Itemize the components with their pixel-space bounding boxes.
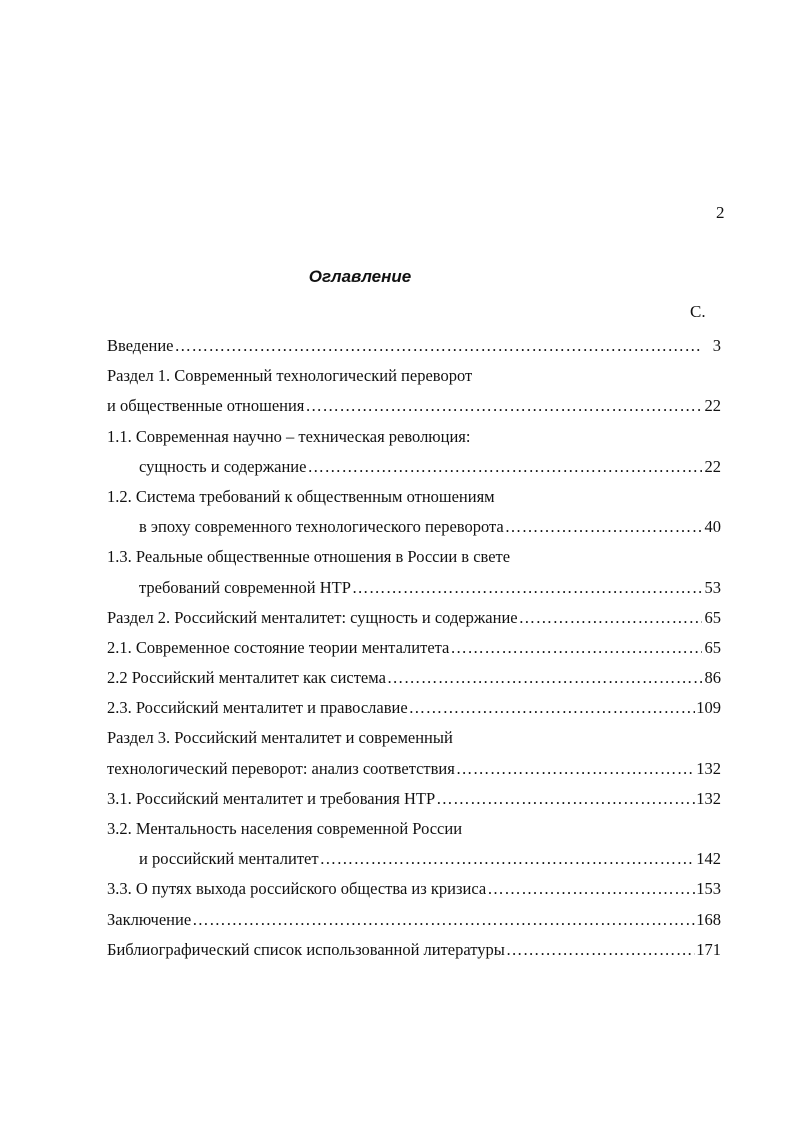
toc-entry-title: Заключение bbox=[107, 909, 192, 929]
toc-dot-leader bbox=[506, 935, 695, 965]
toc-entry-page: 22 bbox=[704, 396, 721, 416]
toc-dot-leader bbox=[352, 573, 702, 603]
toc-dot-leader bbox=[505, 512, 702, 542]
toc-entry-page: 132 bbox=[696, 788, 721, 808]
toc-entry bbox=[107, 573, 721, 603]
toc-entry bbox=[107, 331, 721, 361]
toc-heading: Оглавление bbox=[308, 267, 412, 286]
toc-entry-title: требований современной НТР bbox=[139, 577, 351, 597]
toc-entry-title: 2.3. Российский менталитет и православие bbox=[107, 698, 408, 718]
toc-entry-page: 86 bbox=[704, 668, 721, 688]
toc-entry-title: 1.1. Современная научно – техническая революция: bbox=[107, 426, 471, 446]
toc-entry-title: и российский менталитет bbox=[139, 849, 319, 869]
toc-entry-page: 171 bbox=[696, 939, 721, 959]
table-of-contents bbox=[107, 331, 721, 965]
toc-entry bbox=[107, 391, 721, 421]
toc-entry bbox=[107, 754, 721, 784]
toc-entry-title: в эпоху современного технологического переворота bbox=[139, 517, 504, 537]
toc-entry bbox=[107, 935, 721, 965]
toc-entry-title: 3.2. Ментальность населения современной России bbox=[107, 819, 463, 838]
toc-entry bbox=[107, 482, 721, 512]
toc-entry-page: 53 bbox=[704, 577, 721, 597]
toc-entry-page: 65 bbox=[704, 607, 721, 627]
toc-entry bbox=[107, 512, 721, 542]
toc-entry bbox=[107, 784, 721, 814]
toc-entry-page: 168 bbox=[696, 909, 721, 929]
toc-entry-title: 3.3. О путях выхода российского общества из кризиса bbox=[107, 879, 487, 899]
toc-entry bbox=[107, 663, 721, 693]
toc-entry-page: 109 bbox=[696, 698, 721, 718]
toc-dot-leader bbox=[305, 391, 702, 421]
toc-entry-page: 142 bbox=[696, 849, 721, 869]
toc-entry-title: 3.1. Российский менталитет и требования НТР bbox=[107, 788, 436, 808]
toc-dot-leader bbox=[192, 905, 695, 935]
toc-entry bbox=[107, 361, 721, 391]
toc-entry bbox=[107, 874, 721, 904]
toc-dot-leader bbox=[175, 331, 702, 361]
toc-entry bbox=[107, 844, 721, 874]
toc-dot-leader bbox=[320, 844, 696, 874]
toc-entry-title: Введение bbox=[107, 336, 174, 355]
toc-entry-title: Раздел 3. Российский менталитет и современный bbox=[107, 728, 453, 748]
toc-entry bbox=[107, 603, 721, 633]
toc-entry-title: 2.1. Современное состояние теории менталитета bbox=[107, 637, 450, 657]
toc-entry-page: 3 bbox=[712, 336, 721, 355]
toc-dot-leader bbox=[450, 633, 702, 663]
toc-entry bbox=[107, 814, 721, 844]
toc-entry-title: технологический переворот: анализ соответствия bbox=[107, 758, 455, 778]
toc-entry-title: Раздел 1. Современный технологический переворот bbox=[107, 366, 473, 386]
toc-dot-leader bbox=[409, 693, 696, 723]
page-column-label: С. bbox=[690, 302, 706, 321]
toc-entry-title: и общественные отношения bbox=[107, 396, 305, 416]
toc-entry-title: 2.2 Российский менталитет как система bbox=[107, 668, 386, 688]
toc-dot-leader bbox=[487, 874, 695, 904]
toc-entry-page: 22 bbox=[704, 456, 721, 476]
toc-dot-leader bbox=[387, 663, 702, 693]
toc-entry-title: 1.3. Реальные общественные отношения в России в свете bbox=[107, 547, 511, 567]
toc-entry bbox=[107, 693, 721, 723]
toc-entry bbox=[107, 542, 721, 572]
toc-dot-leader bbox=[456, 754, 695, 784]
toc-entry bbox=[107, 452, 721, 482]
toc-dot-leader bbox=[519, 603, 702, 633]
toc-entry-page: 40 bbox=[704, 517, 721, 537]
toc-entry-page: 132 bbox=[696, 758, 721, 778]
toc-entry-page: 153 bbox=[696, 879, 721, 899]
toc-entry-title: 1.2. Система требований к общественным отношениям bbox=[107, 486, 495, 506]
toc-entry-title: Библиографический список использованной литературы bbox=[107, 939, 505, 959]
toc-entry-title: сущность и содержание bbox=[139, 456, 307, 476]
toc-entry bbox=[107, 905, 721, 935]
page-number: 2 bbox=[716, 203, 725, 222]
toc-entry bbox=[107, 723, 721, 753]
toc-entry bbox=[107, 633, 721, 663]
toc-entry-title: Раздел 2. Российский менталитет: сущность и содержание bbox=[107, 607, 518, 627]
toc-dot-leader bbox=[307, 452, 702, 482]
toc-entry-page: 65 bbox=[704, 637, 721, 657]
toc-dot-leader bbox=[436, 784, 695, 814]
toc-entry bbox=[107, 422, 721, 452]
